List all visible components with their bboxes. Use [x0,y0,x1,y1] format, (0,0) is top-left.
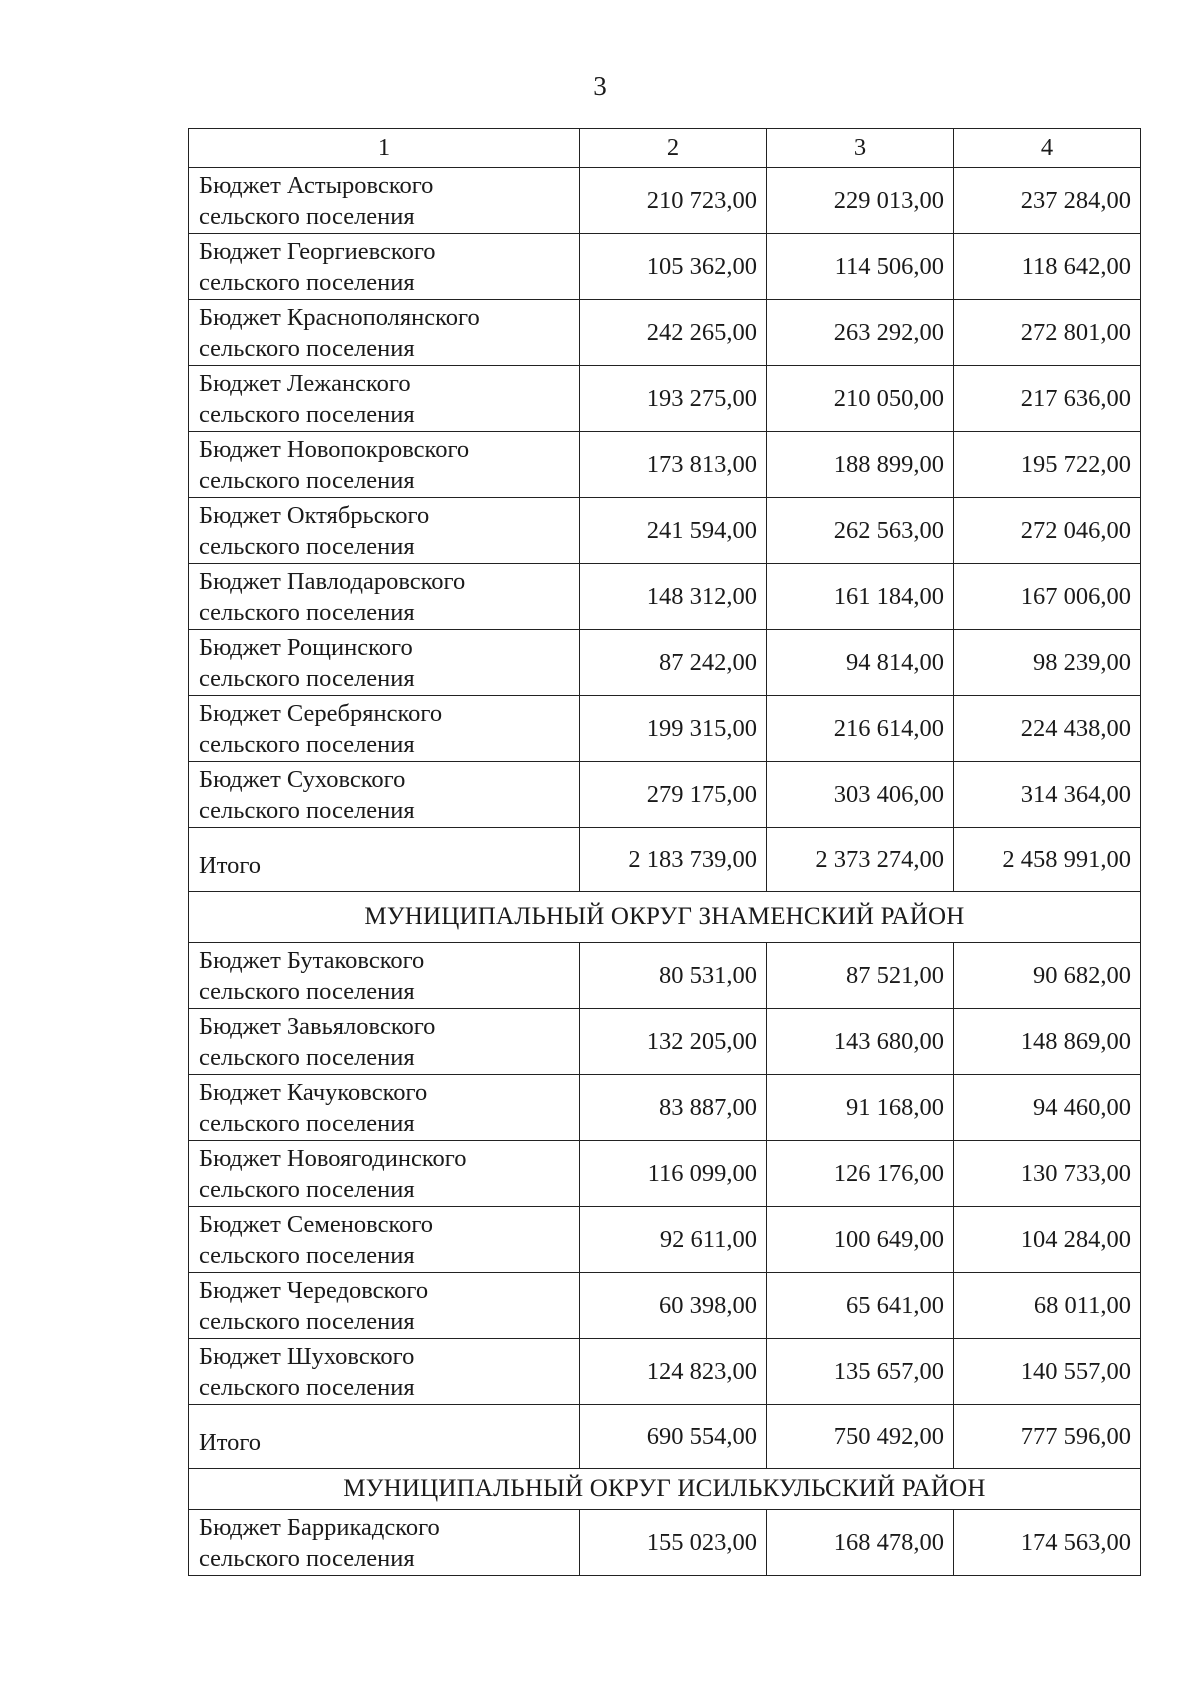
amount-col-4: 118 642,00 [954,234,1141,300]
total-col-3: 2 373 274,00 [767,828,954,892]
budget-name-line2: сельского поселения [199,1043,415,1071]
budget-name-cell [189,1510,580,1576]
budget-name-cell [189,1207,580,1273]
section-heading-row [189,1469,1141,1510]
budget-name-cell [189,564,580,630]
budget-name-line1: Бюджет Баррикадского [199,1513,440,1541]
amount-col-2: 193 275,00 [580,366,767,432]
amount-col-3: 65 641,00 [767,1273,954,1339]
amount-col-3: 229 013,00 [767,168,954,234]
table-row [189,168,1141,234]
budget-name-line1: Бюджет Шуховского [199,1342,415,1370]
table-row [189,366,1141,432]
amount-col-4: 167 006,00 [954,564,1141,630]
amount-col-4: 314 364,00 [954,762,1141,828]
column-number-4: 4 [954,129,1141,168]
budget-name-line2: сельского поселения [199,466,415,494]
table-row [189,432,1141,498]
budget-name-cell [189,432,580,498]
budget-name-line1: Бюджет Георгиевского [199,237,436,265]
budget-name-cell [189,762,580,828]
budget-name-line1: Бюджет Астыровского [199,171,434,199]
total-row [189,828,1141,892]
budget-name-cell [189,630,580,696]
budget-name-line2: сельского поселения [199,730,415,758]
amount-col-4: 272 801,00 [954,300,1141,366]
column-number-2: 2 [580,129,767,168]
amount-col-4: 237 284,00 [954,168,1141,234]
budget-name-line1: Бюджет Чередовского [199,1276,429,1304]
budget-name-line2: сельского поселения [199,268,415,296]
amount-col-4: 140 557,00 [954,1339,1141,1405]
amount-col-3: 262 563,00 [767,498,954,564]
amount-col-3: 216 614,00 [767,696,954,762]
amount-col-3: 94 814,00 [767,630,954,696]
budget-name-cell [189,1075,580,1141]
amount-col-4: 94 460,00 [954,1075,1141,1141]
total-col-4: 777 596,00 [954,1405,1141,1469]
budget-name-cell [189,696,580,762]
amount-col-3: 100 649,00 [767,1207,954,1273]
budget-table [188,128,1141,1576]
budget-name-cell [189,1009,580,1075]
budget-name-cell [189,943,580,1009]
budget-name-line1: Бюджет Краснополянского [199,303,480,331]
budget-name-cell [189,1339,580,1405]
amount-col-2: 242 265,00 [580,300,767,366]
budget-name-line2: сельского поселения [199,202,415,230]
budget-name-line2: сельского поселения [199,1109,415,1137]
amount-col-2: 124 823,00 [580,1339,767,1405]
budget-name-line2: сельского поселения [199,664,415,692]
amount-col-2: 116 099,00 [580,1141,767,1207]
amount-col-3: 126 176,00 [767,1141,954,1207]
column-number-3: 3 [767,129,954,168]
budget-name-cell [189,366,580,432]
budget-name-line2: сельского поселения [199,400,415,428]
budget-name-cell [189,300,580,366]
page-number: 3 [593,71,607,101]
total-row [189,1405,1141,1469]
budget-table-container [188,128,1140,1576]
budget-name-line1: Бюджет Новоягодинского [199,1144,467,1172]
budget-name-line2: сельского поселения [199,1544,415,1572]
amount-col-3: 188 899,00 [767,432,954,498]
table-row [189,630,1141,696]
amount-col-4: 90 682,00 [954,943,1141,1009]
budget-name-line1: Бюджет Павлодаровского [199,567,466,595]
budget-name-line2: сельского поселения [199,532,415,560]
amount-col-3: 114 506,00 [767,234,954,300]
amount-col-2: 210 723,00 [580,168,767,234]
amount-col-3: 263 292,00 [767,300,954,366]
budget-name-line1: Бюджет Семеновского [199,1210,434,1238]
budget-name-line2: сельского поселения [199,977,415,1005]
budget-name-line2: сельского поселения [199,598,415,626]
table-row [189,1009,1141,1075]
table-row [189,1273,1141,1339]
budget-name-line2: сельского поселения [199,1307,415,1335]
budget-name-line2: сельского поселения [199,1175,415,1203]
amount-col-3: 210 050,00 [767,366,954,432]
section-heading-row [189,892,1141,943]
budget-table-body [189,129,1141,1576]
amount-col-4: 224 438,00 [954,696,1141,762]
amount-col-3: 303 406,00 [767,762,954,828]
amount-col-2: 92 611,00 [580,1207,767,1273]
table-row [189,1339,1141,1405]
amount-col-2: 60 398,00 [580,1273,767,1339]
amount-col-2: 199 315,00 [580,696,767,762]
budget-name-line1: Бюджет Бутаковского [199,946,425,974]
amount-col-3: 168 478,00 [767,1510,954,1576]
amount-col-3: 91 168,00 [767,1075,954,1141]
amount-col-2: 87 242,00 [580,630,767,696]
table-row [189,564,1141,630]
budget-name-cell [189,1273,580,1339]
budget-name-line1: Бюджет Качуковского [199,1078,428,1106]
budget-name-cell [189,168,580,234]
budget-name-line1: Бюджет Новопокровского [199,435,470,463]
budget-name-cell [189,234,580,300]
amount-col-3: 161 184,00 [767,564,954,630]
amount-col-2: 148 312,00 [580,564,767,630]
amount-col-2: 279 175,00 [580,762,767,828]
table-row [189,1510,1141,1576]
total-col-3: 750 492,00 [767,1405,954,1469]
total-label: Итого [189,1405,580,1469]
amount-col-4: 148 869,00 [954,1009,1141,1075]
table-row [189,300,1141,366]
table-row [189,696,1141,762]
budget-name-line1: Бюджет Суховского [199,765,406,793]
column-number-1: 1 [189,129,580,168]
budget-name-line1: Бюджет Серебрянского [199,699,443,727]
amount-col-2: 241 594,00 [580,498,767,564]
amount-col-4: 98 239,00 [954,630,1141,696]
amount-col-2: 83 887,00 [580,1075,767,1141]
amount-col-3: 143 680,00 [767,1009,954,1075]
budget-name-line1: Бюджет Завьяловского [199,1012,436,1040]
budget-name-cell [189,498,580,564]
amount-col-2: 155 023,00 [580,1510,767,1576]
budget-name-line1: Бюджет Лежанского [199,369,411,397]
column-number-row [189,129,1141,168]
total-col-4: 2 458 991,00 [954,828,1141,892]
amount-col-4: 272 046,00 [954,498,1141,564]
amount-col-2: 105 362,00 [580,234,767,300]
amount-col-4: 104 284,00 [954,1207,1141,1273]
total-label: Итого [189,828,580,892]
budget-name-line2: сельского поселения [199,334,415,362]
amount-col-4: 174 563,00 [954,1510,1141,1576]
table-row [189,234,1141,300]
section-heading: МУНИЦИПАЛЬНЫЙ ОКРУГ ЗНАМЕНСКИЙ РАЙОН [189,892,1141,943]
table-row [189,498,1141,564]
table-row [189,1207,1141,1273]
amount-col-4: 68 011,00 [954,1273,1141,1339]
amount-col-3: 135 657,00 [767,1339,954,1405]
amount-col-4: 217 636,00 [954,366,1141,432]
budget-name-line2: сельского поселения [199,1373,415,1401]
table-row [189,1141,1141,1207]
budget-name-cell [189,1141,580,1207]
budget-name-line2: сельского поселения [199,1241,415,1269]
budget-name-line2: сельского поселения [199,796,415,824]
amount-col-2: 132 205,00 [580,1009,767,1075]
total-col-2: 2 183 739,00 [580,828,767,892]
amount-col-2: 173 813,00 [580,432,767,498]
budget-name-line1: Бюджет Октябрьского [199,501,430,529]
table-row [189,943,1141,1009]
amount-col-4: 130 733,00 [954,1141,1141,1207]
amount-col-2: 80 531,00 [580,943,767,1009]
total-col-2: 690 554,00 [580,1405,767,1469]
table-row [189,762,1141,828]
amount-col-3: 87 521,00 [767,943,954,1009]
section-heading: МУНИЦИПАЛЬНЫЙ ОКРУГ ИСИЛЬКУЛЬСКИЙ РАЙОН [189,1469,1141,1510]
amount-col-4: 195 722,00 [954,432,1141,498]
table-row [189,1075,1141,1141]
budget-name-line1: Бюджет Рощинского [199,633,413,661]
